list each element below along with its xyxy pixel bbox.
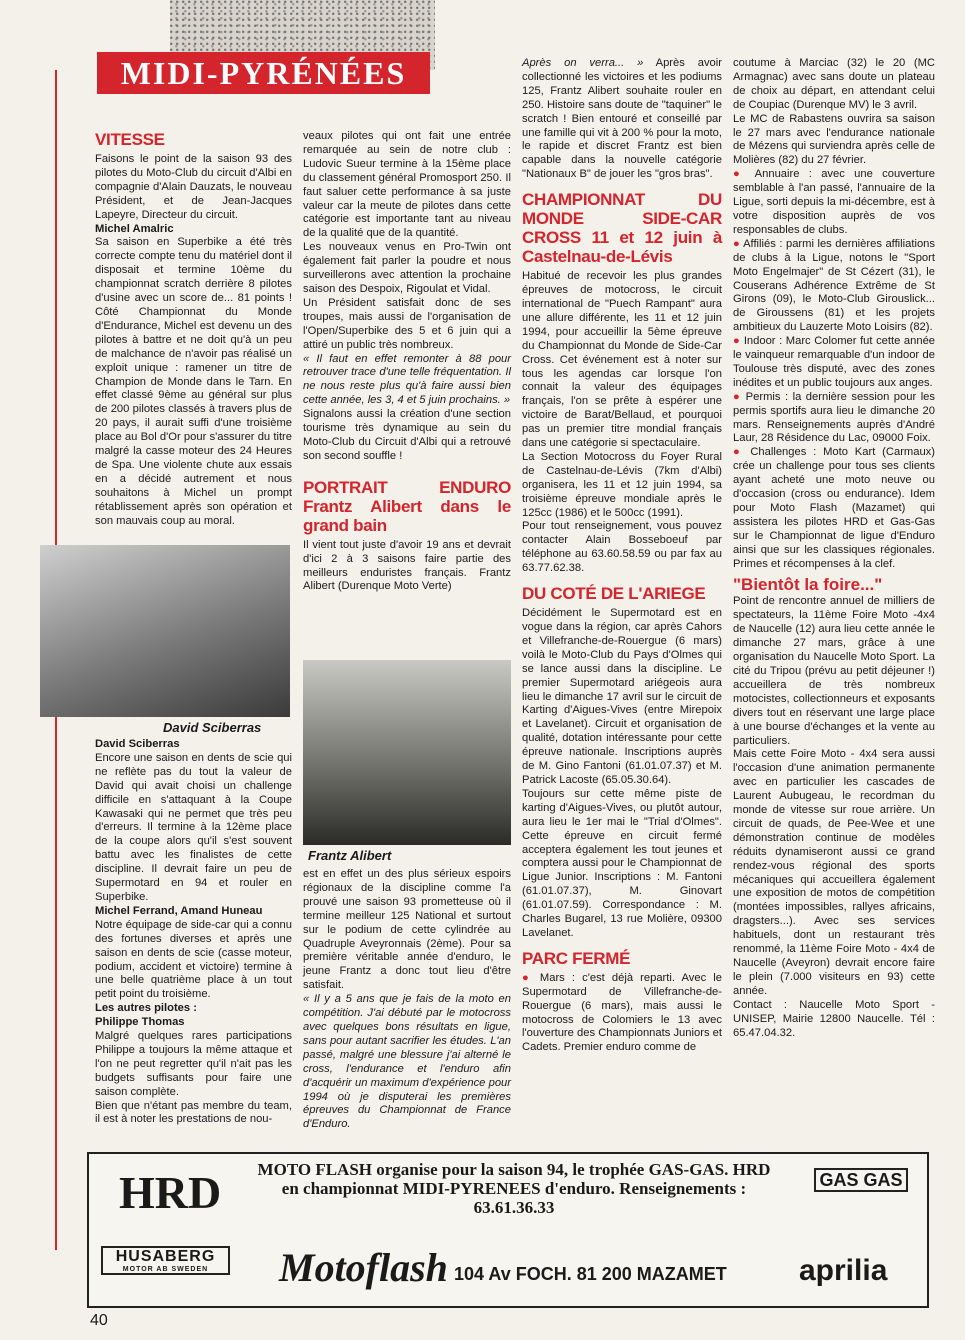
hrd-logo: HRD [119,1167,222,1218]
text-ferrand: Notre équipage de side-car qui a connu des fortunes diverses et après une saison en dents de scie (casse moteur, podium, accident et victoire) termine à une belle quatrième place à un tout petit point du troisième. [95,918,292,1001]
parc-annuaire: ● Annuaire : avec une couverture semblable à l'an passé, l'annuaire de la Ligue, sorti depuis la mi-décembre, est à votre disposition auprès de vos responsables de clubs. [733,168,935,236]
parc-mars: ● Mars : c'est déjà reparti. Avec le Supermotard de Villefranche-de-Rouergue (6 mars), mais aussi le motocross de Colomiers le 13 avec l'ouverture des Championnats Juniors et Cadets. Premier enduro comme de [522,971,722,1054]
column-two [303,130,511,594]
husaberg-logo: HUSABERG MOTOR AB SWEDEN [101,1246,230,1275]
gasgas-logo: GAS GAS [814,1168,908,1192]
enduro-quote: « Il y a 5 ans que je fais de la moto en compétition. J'ai débuté par le motocross avec quelques bons résultats en ligue, sans pour autant sacrifier les études. L'an passé, malgré une blessure j'ai alterné le cross, l'endurance et l'enduro afin d'acquérir un maximum d'expérience pour 1994 où je disputerai les premières épreuves du Championnat de France d'Enduro. [303,993,511,1131]
ariege-title: DU COTÉ DE L'ARIEGE [522,584,706,604]
enduro-quote-end: Après on verra... » [522,57,644,69]
sidecar-text1: Habitué de recevoir les plus grandes épreuves de motocross, le circuit international de "Puech Rampant" aura une allure différente, les 11 et 12 juin 1994, pour accueillir la 5ème épreuve du Championnat du Monde de Side-Car Cross. Cet événement est à noter sur tous les agendas car lorsque l'on connait la valeur des équipages français, l'on se prête à espérer une victoire de Barat/Bellaud, et pourquoi pas un premier titre mondial français dans une catégorie si spectaculaire. [522,270,722,450]
text-c2c: Un Président satisfait donc de ses troupes, mais aussi de l'organisation de l'Open/Superbike des 5 et 6 juin qui a attiré un public très nombreux. [303,296,511,351]
ariege-text2: Toujours sur cette même piste de karting d'Aigues-Vives, ou plutôt autour, aura lieu le 1er mai le "Trial d'Olmes". Cette épreuve en circuit fermé acceptera également les tout jeunes et comptera aussi pour le Championnat de Ligue Junior. Inscriptions : M. Fantoni (61.01.07.37), M. Ginovart (61.01.07.59). Correspondance : M. Charles Bugarel, 13 rue Molière, 09300 Lavelanet. [522,787,722,939]
parc-challenges: ● Challenges : Moto Kart (Carmaux) crée un challenge pour tous ses clients ayant acheté une moto neuve ou d'occasion (cross ou endurance). Idem pour Moto Flash (Mazamet) qui assistera les pilotes HRD et Gas-Gas sur le Championnat de ligue d'Enduro ainsi que sur les classiques régionales. Primes et récompenses à la clef. [733,446,936,570]
parc-text3: Le MC de Rabastens ouvrira sa saison le 27 mars avec l'endurance nationale de Mézens qui surviendra après celle de Molières (82) du 27 février. [733,112,935,167]
text-c2b: Les nouveaux venus en Pro-Twin ont également fait parler la poudre et nous surveillerons avec attention la prochaine saison des Despoix, Rigoulat et Vidal. [303,241,511,295]
page-number: 40 [90,1312,108,1329]
text-c2d: Signalons aussi la création d'une section tourisme très dynamique au sein du Moto-Club du Circuit d'Albi qui a retrouvé son second souffle ! [303,408,511,462]
caption-alibert: Frantz Alibert [308,848,392,863]
photo-portrait [303,660,511,845]
vitesse-intro: Faisons le point de la saison 93 des pilotes du Moto-Club du circuit d'Albi en compagnie d'Alain Dauzats, le nouveau Président, et de Jean-Jacques Lapeyre, Directeur du circuit. [95,153,292,221]
subhead-sciberras: David Sciberras [95,738,180,750]
text-sciberras: Encore une saison en dents de scie qui ne reflète pas du tout la valeur de David qui avait choisi un challenge difficile en s'attaquant à la Coupe Kawasaki qui ne permet que très peu d'erreurs. Il termine à la 12ème place de la coupe alors qu'il s'est souvent battu avec les finalistes de cette discipline. Il devrait faire un peu de Supermotard en 94 et rouler en Superbike. [95,751,292,903]
ad-text: MOTO FLASH organise pour la saison 94, le trophée GAS-GAS. HRD en championnat MIDI-PYRENEES d'enduro. Renseignements : 63.61.36.33 [257,1160,771,1217]
sidecar-text3: Pour tout renseignement, vous pouvez contacter Alain Bosseboeuf par téléphone au 63.60.58.59 ou par fax au 63.77.62.38. [522,520,722,575]
text-nouveaux: Bien que n'étant pas membre du team, il est à noter les prestations de nou- [95,1099,292,1126]
ariege-text1: Décidément le Supermotard est en vogue dans la région, car après Cahors et Villefranche-de-Rouergue (6 mars) voilà le Moto-Club du Pays d'Olmes qui se lance aussi dans la discipline. Le premier Supermotard ariégeois aura lieu le dimanche 17 avril sur le circuit de Karting d'Aigues-Vives (entre Mirepoix et Lavelanet). Circuit et organisation de qualité, dotation intéressante pour cette épreuve nationale. Inscriptions auprès de M. Gino Fantoni (61.01.07.37) et M. Patrick Lacoste (65.05.30.64). [522,607,722,786]
column-four [733,57,935,1040]
parc-title: PARC FERMÉ [522,948,631,968]
photo-motorcycle [40,545,290,717]
enduro-intro: Il vient tout juste d'avoir 19 ans et devrait d'ici 2 à 3 saisons faire partie des meilleurs enduristes français. Frantz Alibert (Durenque Moto Verte) [303,538,511,593]
enduro-column-lower [303,868,511,1132]
subhead-amalric: Michel Amalric [95,222,174,235]
quote-c2: « Il faut en effet remonter à 88 pour retrouver trace d'une telle fréquentation. Il ne nous reste plus qu'à faire aussi bien cette année, les 3, 4 et 5 juin prochains. » [303,352,511,407]
column-three [522,57,722,1055]
text-amalric: Sa saison en Superbike a été très correcte compte tenu du matériel dont il disposait et termine 10ème du championnat scratch derrière 8 pilotes d'usine avec un score de... 81 points ! Côté Championnat du Monde d'Endurance, Michel est devenu un des pilotes à battre et ne doit qu'à un peu de malchance de n'avoir pas réalisé un exploit unique : ramener un titre de Champion de Monde dans le Tarn. En effet classé 9ème au général sur plus de 200 pilotes classés à travers plus de 20 pays, il aurait suffi d'une troisième place au Bol d'Or pour s'assurer du titre malgré la casse moteur des 24 Heures de Spa. Une violente chute aux essais en a décidé autrement et nous souhaitons à Michel un prompt rétablissement après son opération et son mauvais coup au moral. [95,236,292,527]
subhead-thomas: Philippe Thomas [95,1016,185,1029]
vitesse-column-lower [95,738,292,1127]
advertisement [87,1152,929,1308]
foire-text2: Mais cette Foire Moto - 4x4 sera aussi l'occasion d'une animation permanente avec en particulier les cascades de Laurent Aubugeau, le recordman du monde de vitesse sur roue arrière. Un circuit de quads, de Pee-Wee et une démonstration continue de modèles réduits dynamiseront aussi ce grand rendez-vous régional des sports mécaniques qui accueillera également une exposition de motos de compétition (montées impossibles, rallyes africains, dragsters...). Avec ses services habituels, dont un restaurant très renommé, la 11ème Foire Moto - 4x4 de Naucelle (Aveyron) devrait encore faire le plein (7.000 visiteurs en 93) cette année. [733,748,935,997]
foire-text3: Contact : Naucelle Moto Sport - UNISEP, Mairie 12800 Naucelle. Tél : 65.47.04.32. [733,998,935,1039]
parc-text2: coutume à Marciac (32) le 20 (MC Armagnac) avec sans doute un plateau de choix au départ, en attendant celui de Coupiac (Durenque MV) le 3 avril. [733,57,935,111]
parc-permis: ● Permis : la dernière session pour les permis sportifs aura lieu le dimanche 20 mars. Renseignements auprès d'André Laur, 28 Résidence du Lac, 09000 Foix. [733,390,935,445]
vitesse-title: VITESSE [95,130,165,149]
enduro-text2: Après avoir collectionné les victoires et les podiums 125, Frantz Alibert souhaite rouler en 250. Histoire sans doute de "taquiner" le scratch ! Bien entouré et conseillé par une famille qui vit à 200 % pour la moto, le rapide et discret Frantz est bien capable dans la nouvelle catégorie "Nationaux B" de jouer les "gros bras". [522,57,722,181]
parc-indoor: ● Indoor : Marc Colomer fut cette année le vainqueur remarquable d'un indoor de Toulouse très disputé, avec des zones inédites et un public toujours aux anges. [733,335,936,389]
caption-sciberras: David Sciberras [163,720,262,735]
foire-title: "Bientôt la foire..." [733,574,883,594]
enduro-text1: est en effet un des plus sérieux espoirs régionaux de la discipline comme l'a prouvé une saison 93 prometteuse où il termine meilleur 125 National et surtout sur le podium de cette cylindrée au Quadruple Aveyronnais (2ème). Pour sa première véritable année d'enduro, le jeune Frantz a donc tout lieu d'être satisfait. [303,868,511,992]
sidecar-text2: La Section Motocross du Foyer Rural de Castelnau-de-Lévis (7km d'Albi) organisera, les 11 et 12 juin 1994, sa troisième épreuve mondiale après le 125cc (1986) et le 500cc (1991). [522,450,722,519]
ad-address: 104 Av FOCH. 81 200 MAZAMET [454,1264,727,1284]
subhead-autres: Les autres pilotes : [95,1002,197,1015]
enduro-title: PORTRAIT ENDURO Frantz Alibert dans le grand bain [303,477,511,535]
aprilia-logo: aprilia [799,1254,888,1287]
subhead-ferrand: Michel Ferrand, Amand Huneau [95,904,263,917]
text-thomas: Malgré quelques rares participations Philippe a toujours la même attaque et l'on ne peut regretter qu'il n'ait pas les budgets suffisants pour faire une saison complète. [95,1030,292,1098]
vitesse-column [95,130,292,528]
motoflash-logo: Motoflash [279,1245,448,1290]
text-c2a: veaux pilotes qui ont fait une entrée remarquée au sein de notre club : Ludovic Sueur termine à la 15ème place du classement général Promosport 250. Il faut saluer cette performance à sa juste valeur car la meute de pilotes dans cette catégorie est importante tant au niveau de la qualité que de la quantité. [303,130,511,240]
sidecar-title: CHAMPIONNAT DU MONDE SIDE-CAR CROSS 11 et 12 juin à Castelnau-de-Lévis [522,190,722,267]
foire-text1: Point de rencontre annuel de milliers de spectateurs, la 11ème Foire Moto -4x4 de Naucelle (12) aura lieu cette année le dimanche 27 mars, grâce à une organisation du Naucelle Moto Sport. La cité du Tripou (prévu au petit déjeuner !) accueillera de très nombreux motocistes, collectionneurs et exposants divers tout en réservant une large place à une bourse d'échanges et la vente au particuliers. [733,595,935,747]
parc-affilies: ● Affiliés : parmi les dernières affiliations de clubs à la Ligue, notons le "Sport Moto Engelmajer" de St Cézert (31), le Couserans Adhérence Extrême de St Girons (09), le Moto-Club Girouslick... de Giroussens (81) et les projets ambitieux du Lauzerte Moto Loisirs (82). [733,237,935,334]
section-banner: MIDI-PYRÉNÉES [97,52,430,94]
